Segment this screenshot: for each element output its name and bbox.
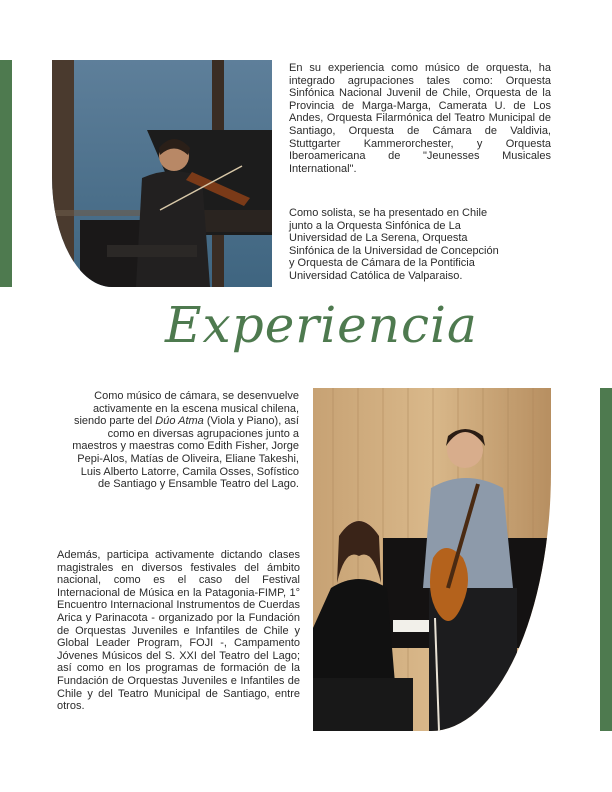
soloist-paragraph: Como solista, se ha presentado en Chile junto a la Orquesta Sinfónica de La Universidad de La Serena, Orquesta Sinfónica de la Universidad de Concepción y Orquesta de Cámara de la Pontificia Universidad Católica de Valparaiso. [289, 207, 499, 282]
violinist-lake-photo [52, 60, 272, 287]
chamber-text-end: (Viola y Piano), así como en diversas agrupaciones junto a maestros y maestras como Edith Fisher, Jorge Pepi-Alos, Matías de Oliveira, Eliane Takeshi, Luis Alberto Latorre, Camila Osses, Sofístico de Santiago y Ensamble Teatro del Lago. [72, 415, 299, 491]
chamber-text-start: Como músico de cámara, se desenvuelve activamente en la escena musical chilena, siendo parte del [73, 390, 299, 428]
duo-atma-name: Dúo Atma [155, 415, 204, 428]
section-title: Experiencia [165, 296, 478, 354]
teaching-paragraph: Además, participa activamente dictando clases magistrales en diversos festivales del ámbito nacional, como es el caso del Festival Internacional de Música en la Patagonia-FIMP, 1° Encuentro Internacional Instrumentos de Cuerdas Arica y Parinacota - organizado por la Fundación de Orquestas Juveniles e Infantiles de Chile y Global Leader Program, FOJI -, Campamento Jóvenes Músicos del S. XXI del Teatro del Lago; así como en los programas de formación de la Fundación de Orquestas Juveniles e Infantiles de Chile y del Teatro Municipal de Santiago, entre otros. [57, 549, 300, 713]
orchestra-experience-paragraph: En su experiencia como músico de orquesta, ha integrado agrupaciones tales como: Orquesta Sinfónica Nacional Juvenil de Chile, Orquesta de la Provincia de Marga-Marga, Camerata U. de Los Andes, Orquesta Filarmónica del Teatro Municipal de Santiago, Orquesta de Cámara de Valdivia, Stuttgarter Kammerorchester, y Orquesta Iberoamericana de "Jeunesses Musicales International". [289, 62, 551, 175]
chamber-music-paragraph [66, 390, 299, 491]
duo-portrait-photo [313, 388, 551, 731]
left-accent-bar [0, 60, 12, 287]
right-accent-bar [600, 388, 612, 731]
